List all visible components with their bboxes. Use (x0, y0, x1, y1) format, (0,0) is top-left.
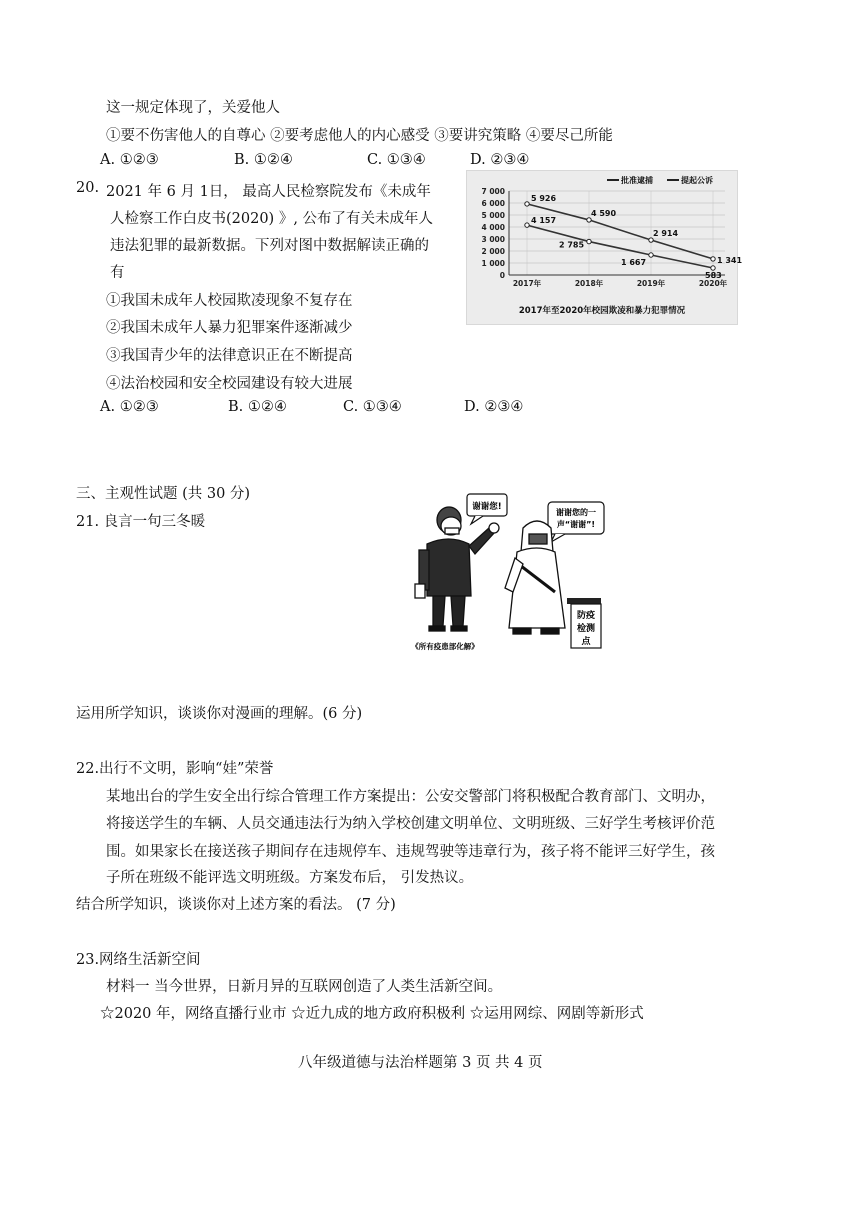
q20-item-3: ③我国青少年的法律意识正在不断提高 (106, 348, 353, 364)
legend-label: 批准逮捕 (621, 176, 653, 185)
page-footer: 八年级道德与法治样题第 3 页 共 4 页 (298, 1055, 543, 1071)
y-tick-label: 4 000 (481, 223, 505, 232)
q22-line-2: 将接送学生的车辆、人员交通违法行为纳入学校创建文明单位、文明班级、三好学生考核评价范 (106, 816, 715, 832)
y-tick-label: 1 000 (481, 259, 505, 268)
q20-option-b: B. ①②④ (228, 399, 287, 415)
data-point (525, 223, 529, 227)
chart-canvas (467, 171, 743, 324)
crime-line-chart (466, 170, 743, 325)
data-point (587, 239, 591, 243)
q23-title: 23.网络生活新空间 (76, 952, 201, 968)
data-point (711, 266, 715, 270)
q20-item-4: ④法治校园和安全校园建设有较大进展 (106, 376, 353, 392)
section-3-title: 三、主观性试题 (共 30 分) (76, 486, 251, 502)
cartoon-illustration (405, 488, 605, 653)
man-figure (415, 507, 499, 631)
q20-stem-line-2: 人检察工作白皮书(2020) 》, 公布了有关未成年人 (110, 211, 434, 227)
q21-question: 运用所学知识，谈谈你对漫画的理解。(6 分) (76, 706, 363, 722)
q23-material-1: 材料一 当今世界，日新月异的互联网创造了人类生活新空间。 (106, 979, 503, 995)
y-tick-label: 5 000 (481, 211, 505, 220)
data-label: 2 785 (559, 240, 585, 250)
q19-items: ①要不伤害他人的自尊心 ②要考虑他人的内心感受 ③要讲究策略 ④要尽己所能 (106, 128, 613, 144)
right-bubble-text-2: 声“谢谢”! (556, 520, 596, 529)
q22-line-1: 某地出台的学生安全出行综合管理工作方案提出：公安交警部门将积极配合教育部门、文明办， (106, 789, 715, 805)
q23-stars-line: ☆2020 年，网络直播行业市 ☆近九成的地方政府积极利 ☆运用网综、网剧等新形式 (100, 1006, 644, 1022)
data-label: 2 914 (653, 229, 679, 239)
q22-title: 22.出行不文明，影响“娃”荣誉 (76, 761, 274, 777)
q20-item-2: ②我国未成年人暴力犯罪案件逐渐减少 (106, 320, 353, 336)
sign-text-1: 防疫 (576, 611, 596, 621)
data-point (525, 202, 529, 206)
y-tick-label: 2 000 (481, 247, 505, 256)
data-point (649, 253, 653, 257)
cartoon-caption: 《所有疫患部化解》 (411, 642, 479, 651)
y-tick-label: 6 000 (481, 199, 505, 208)
q22-question: 结合所学知识，谈谈你对上述方案的看法。 (7 分) (76, 897, 396, 913)
series-line-1 (527, 204, 713, 259)
q19-option-c: C. ①③④ (367, 152, 426, 168)
right-bubble-text-1: 谢谢您的一 (556, 508, 596, 517)
y-tick-label: 0 (499, 271, 505, 280)
left-bubble-text: 谢谢您! (472, 502, 502, 512)
chart-title: 2017年至2020年校园欺凌和暴力犯罪情况 (518, 306, 686, 316)
q19-option-b: B. ①②④ (234, 152, 293, 168)
data-label: 1 667 (621, 257, 647, 267)
legend-label: 提起公诉 (681, 176, 713, 185)
q19-stem-continued: 这一规定体现了，关爱他人 (106, 100, 280, 116)
q21-title: 21. 良言一句三冬暖 (76, 514, 206, 530)
q19-option-a: A. ①②③ (100, 152, 159, 168)
q19-option-d: D. ②③④ (470, 152, 530, 168)
q20-option-c: C. ①③④ (343, 399, 402, 415)
q22-line-3: 围。如果家长在接送孩子期间存在违规停车、违规驾驶等违章行为，孩子将不能评三好学生，孩 (106, 844, 715, 860)
q20-option-d: D. ②③④ (464, 399, 524, 415)
q20-item-1: ①我国未成年人校园欺凌现象不复存在 (106, 293, 353, 309)
data-point (587, 218, 591, 222)
q22-line-4: 子所在班级不能评选文明班级。方案发布后， 引发热议。 (106, 870, 474, 886)
series-line-2 (527, 225, 713, 268)
y-tick-label: 3 000 (481, 235, 505, 244)
data-label: 1 341 (717, 255, 743, 265)
q20-stem-line-4: 有 (110, 265, 125, 281)
data-label: 5 926 (531, 193, 557, 203)
y-tick-label: 7 000 (481, 187, 505, 196)
sign-text-2: 检测 (576, 624, 596, 634)
q20-stem-line-3: 违法犯罪的最新数据。下列对图中数据解读正确的 (110, 238, 429, 254)
x-tick-label: 2017年 (512, 279, 542, 288)
data-point (711, 257, 715, 261)
data-point (649, 238, 653, 242)
data-label: 583 (705, 271, 722, 281)
x-tick-label: 2020年 (698, 279, 728, 288)
testing-point-sign (567, 598, 601, 648)
right-speech-bubble (548, 502, 604, 534)
x-tick-label: 2018年 (574, 279, 604, 288)
q20-option-a: A. ①②③ (100, 399, 159, 415)
q20-stem-line-1: 2021 年 6 月 1日， 最高人民检察院发布《未成年 (106, 184, 431, 200)
x-tick-label: 2019年 (636, 279, 666, 288)
sign-text-3: 点 (581, 637, 591, 647)
q20-number: 20. (76, 180, 100, 196)
data-label: 4 590 (591, 208, 617, 218)
data-label: 4 157 (531, 216, 557, 226)
